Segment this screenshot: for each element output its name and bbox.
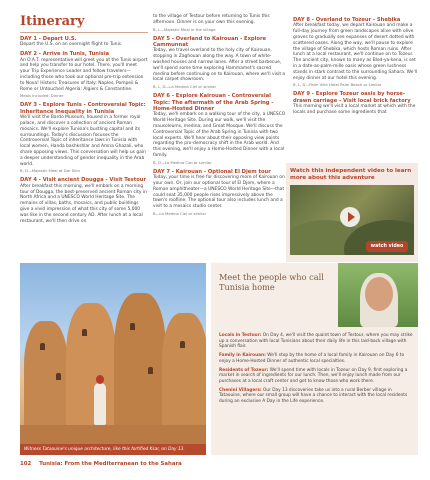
ksar-door xyxy=(56,373,61,380)
day-heading: DAY 3 - Explore Tunis - Controversial Topic: Inheritance Inequality in Tunisia xyxy=(20,102,146,115)
people-item-text: On Day 4, we'll visit the quaint town of Testour, where you may strike up a conversation with local Tunisians about their daily life in this laid-back village with Spanish flair. xyxy=(219,333,413,350)
day-heading: DAY 1 - Depart U.S. xyxy=(20,36,77,42)
meals-line: B, L, D—La Medina Ciel or similar xyxy=(153,84,217,90)
day-entry xyxy=(20,177,148,224)
day-heading: DAY 5 - Overland to Kairouan - Explore Cammunnat xyxy=(153,35,267,48)
people-item xyxy=(219,368,415,385)
meet-the-people-box xyxy=(211,263,418,455)
ksar-door xyxy=(130,323,135,330)
portrait-face xyxy=(365,277,393,311)
ksar-door xyxy=(180,341,185,348)
day-description: Today, your time is free for discovering more of Kairouan on your own. Or, join our optional tour of El Djem, where a Roman amphitheater—a UNESCO World Heritage Site—that could seat 35,000 people rises impressively above the town's roofline. The optional tour also includes lunch and a visit to a mosaics studio center. xyxy=(153,175,285,210)
meals-line: B, D—Majestic Meal at Dar Slim xyxy=(20,168,81,174)
day-heading: DAY 6 - Explore Kairouan - Controversial Topic: The aftermath of the Arab Spring - Home-Hosted Dinner xyxy=(153,93,274,112)
play-icon[interactable] xyxy=(340,207,360,227)
day-description: This morning we'll visit a local market at which with the locals and purchase some ingredients that xyxy=(293,104,416,115)
meals-line: Meals included: Dinner xyxy=(20,93,64,99)
ksar-tower xyxy=(66,303,116,431)
day-description: An O.A.T. representative will greet you at the Tunis airport and help you transfer to our hotel. There, you'll meet your Trip Experience Leader and fellow travelers—including those who took our optional pre-trip extension to Nova! Historic Treasures of Italy: Naples, Pompeii & Rome or Untouched Algeria: Algiers & Constantine. xyxy=(20,57,148,92)
meals-line: B—La Medina Ciel or similar xyxy=(153,210,207,216)
ksar-tower xyxy=(114,293,166,431)
page-footer xyxy=(20,461,410,467)
itinerary-title: Itinerary xyxy=(20,14,148,33)
day-heading: DAY 8 - Overland to Tozeur - Shebika xyxy=(293,17,401,23)
video-thumbnail[interactable] xyxy=(290,185,414,255)
portrait-photo xyxy=(338,263,418,327)
video-promo-title: Watch this independent video to learn more about this adventure xyxy=(290,168,412,181)
meet-the-people-title: Meet the people who call Tunisia home xyxy=(219,272,324,292)
day-entry xyxy=(293,91,421,115)
itinerary-column-1 xyxy=(20,14,148,224)
page-number: 102 xyxy=(20,461,32,467)
day-entry xyxy=(153,169,286,217)
day-description: After breakfast this morning, we'll embark on a morning tour of Dougga, the best-preserved ancient Roman city in North Africa and a UNESCO World Heritage Site. The remains of villas, baths, mosaics, and public buildings give a vivid impression of what this city of some 5,000 was like in the second century AD. After lunch at a local restaurant, we'll then drive on xyxy=(20,183,147,224)
meals-line: B, L—Majestic Meal in the village xyxy=(153,26,216,32)
people-list xyxy=(219,333,415,408)
meals-line: B, D—La Medina Ciel or similar xyxy=(153,159,212,165)
ksar-door xyxy=(82,329,87,336)
people-item xyxy=(219,353,415,364)
day-entry xyxy=(20,102,148,174)
people-item-heading: Locals in Testour: xyxy=(219,333,262,338)
ksar-photo xyxy=(20,263,206,455)
video-promo xyxy=(286,163,418,262)
day-heading: DAY 7 - Kairouan - Optional El Djem tour xyxy=(153,168,271,175)
people-item xyxy=(219,388,415,405)
day-description: We'll visit the Bardo Museum, housed in a former royal palace, and discover a collection of ancient Roman mosaics. We'll explore Tunisia's bustling capital and its surroundings. Today's discussion focuses the Controversial Topic of inheritance laws in Tunisia with local women, Handa bashkshlar and Amna Ghazali, who share opposing views. This conversation will help us gain a deeper understanding of gender inequality in the Arab world. xyxy=(20,115,146,167)
day-description: Today, we'll embark on a walking tour of the city, a UNESCO World Heritage Site. During our walk, we'll visit the mausoleums, medina, and Great Mosque. We'll discuss the Controversial Topic of the Arab Spring in Tunisia with two local experts. We'll hear about their opposing view points regarding the pro-democracy shift in the Arab world. And this evening, we'll enjoy a Home-Hosted Dinner with a local family. xyxy=(153,112,286,158)
itinerary-column-3 xyxy=(293,14,421,116)
day-description: Today, we travel overland to the holy city of Kairouan, stopping in Zaghouan along the way. A town of white-washed houses and narrow lanes. After a street barbecue, we'll spend some time exploring Hammamet's sacred medina before continuing on to Kairouan, where we'll visit a local carpet showroom. xyxy=(153,48,286,83)
meals-line: B, L, D—Palm Ville Hotel Palm Beach or similar xyxy=(293,82,382,88)
ksar-door xyxy=(40,343,45,350)
person-head xyxy=(96,375,104,384)
people-item-text: We'll spend time with locals in Tozeur on Day 9, first exploring a market in search of ingredients for our lunch. Then, we'll enjoy lunch made from our purchases at a local craft center and get to know those who work there. xyxy=(219,367,408,384)
day-entry xyxy=(20,51,148,99)
people-item-text: We'll stop by the home of a local family in Kairouan on Day 6 to enjoy a Home-Hosted Dinner of authentic local specialties. xyxy=(219,353,405,364)
watch-video-button[interactable]: watch video xyxy=(366,241,408,252)
people-item-text: Our Day 13 discoveries take us into a rural Berber village in Tataouine, where our small group will have a chance to interact with the local residents during an exclusive A Day in the Life experience. xyxy=(219,387,408,405)
person-figure xyxy=(94,383,106,425)
ksar-tower xyxy=(24,321,68,431)
day-description: Depart the U.S. on an overnight flight to Tunis. xyxy=(20,42,123,48)
people-item-heading: Residents of Tozeur: xyxy=(219,367,269,373)
ksar-door xyxy=(148,367,153,374)
day-entry xyxy=(20,36,148,48)
day-description: to the village of Testour before returning to Tunis this afternoon. Dinner is on your own this evening. xyxy=(153,14,270,25)
photo-caption: Witness Tataouine's unique architecture, like this fortified Ksar, on Day 13. xyxy=(20,444,206,455)
day-entry xyxy=(153,36,286,91)
people-item-heading: Chenini Villagers: xyxy=(219,387,262,393)
people-item-heading: Family in Kairouan: xyxy=(219,353,266,359)
day-heading: DAY 9 - Explore Tozeur oasis by horse-drawn carriage - Visit local brick factory xyxy=(293,91,411,104)
day-heading: DAY 4 - Visit ancient Dougga - Visit Testour xyxy=(20,177,147,184)
itinerary-column-2 xyxy=(153,14,286,217)
day-entry xyxy=(293,17,421,88)
day-entry xyxy=(153,93,286,166)
day-heading: DAY 2 - Arrive in Tunis, Tunisia xyxy=(20,51,110,58)
people-item xyxy=(219,333,415,350)
day-description: After breakfast today, we depart Kairouan and make a full-day journey from green landscapes alive with olive groves to gradually see expanses of desert dotted with scattered oases. Along the way, we'll pause to explore the village of Shebika, which hosts Roman ruins. After lunch at a local restaurant, we'll continue on to Tozeur. The ancient city, known to many as Bled-ya-kena, is set in a date-as-palm-mille oasis whose green lushness stands in stark contrast to the surrounding Sahara. We'll enjoy dinner at our hotel this evening. xyxy=(293,23,418,81)
ksar-tower xyxy=(162,313,206,431)
day-entry xyxy=(153,14,286,33)
footer-title: Tunisia: From the Mediterranean to the Sahara xyxy=(39,461,182,467)
